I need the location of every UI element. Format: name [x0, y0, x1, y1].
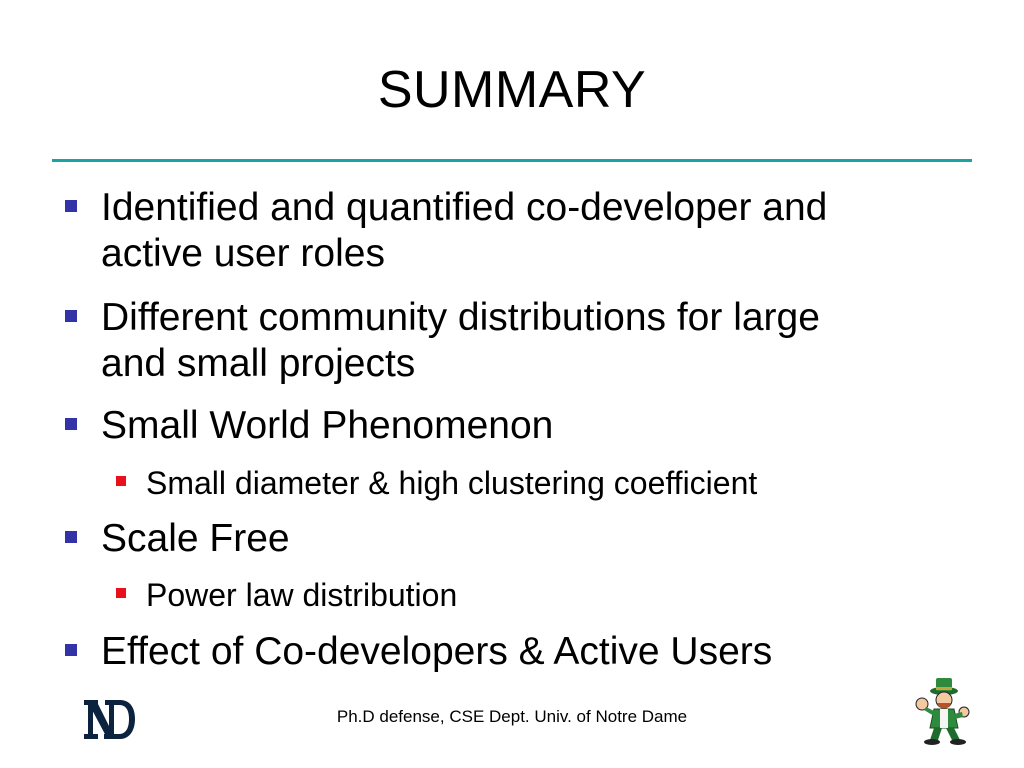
bullet-text-line: Identified and quantified co-developer and — [101, 186, 828, 229]
notre-dame-logo-icon — [82, 694, 136, 744]
sub-bullet-text: Small diameter & high clustering coefficient — [146, 465, 758, 501]
bullet-square-icon — [65, 200, 77, 212]
bullet-item — [101, 185, 981, 277]
bullet-text-line: Different community distributions for large — [101, 296, 820, 339]
bullet-text-line: and small projects — [101, 342, 416, 385]
sub-bullet-square-icon — [116, 476, 126, 486]
sub-bullet-square-icon — [116, 588, 126, 598]
bullet-item — [101, 403, 981, 449]
bullet-square-icon — [65, 644, 77, 656]
slide-footer: Ph.D defense, CSE Dept. Univ. of Notre Dame — [336, 707, 688, 726]
bullet-item — [101, 516, 981, 562]
bullet-text: Small World Phenomenon — [101, 404, 554, 447]
bullet-square-icon — [65, 531, 77, 543]
bullet-text: Scale Free — [101, 517, 290, 560]
bullet-text-line: active user roles — [101, 232, 385, 275]
bullet-text: Effect of Co-developers & Active Users — [101, 630, 773, 673]
bullet-item — [101, 629, 981, 675]
bullet-item — [101, 295, 981, 387]
leprechaun-mascot-icon — [900, 676, 978, 746]
bullet-square-icon — [65, 418, 77, 430]
sub-bullet-item — [146, 576, 966, 614]
slide-title: SUMMARY — [377, 61, 647, 119]
bullet-square-icon — [65, 310, 77, 322]
sub-bullet-item — [146, 464, 966, 502]
sub-bullet-text: Power law distribution — [146, 577, 458, 613]
